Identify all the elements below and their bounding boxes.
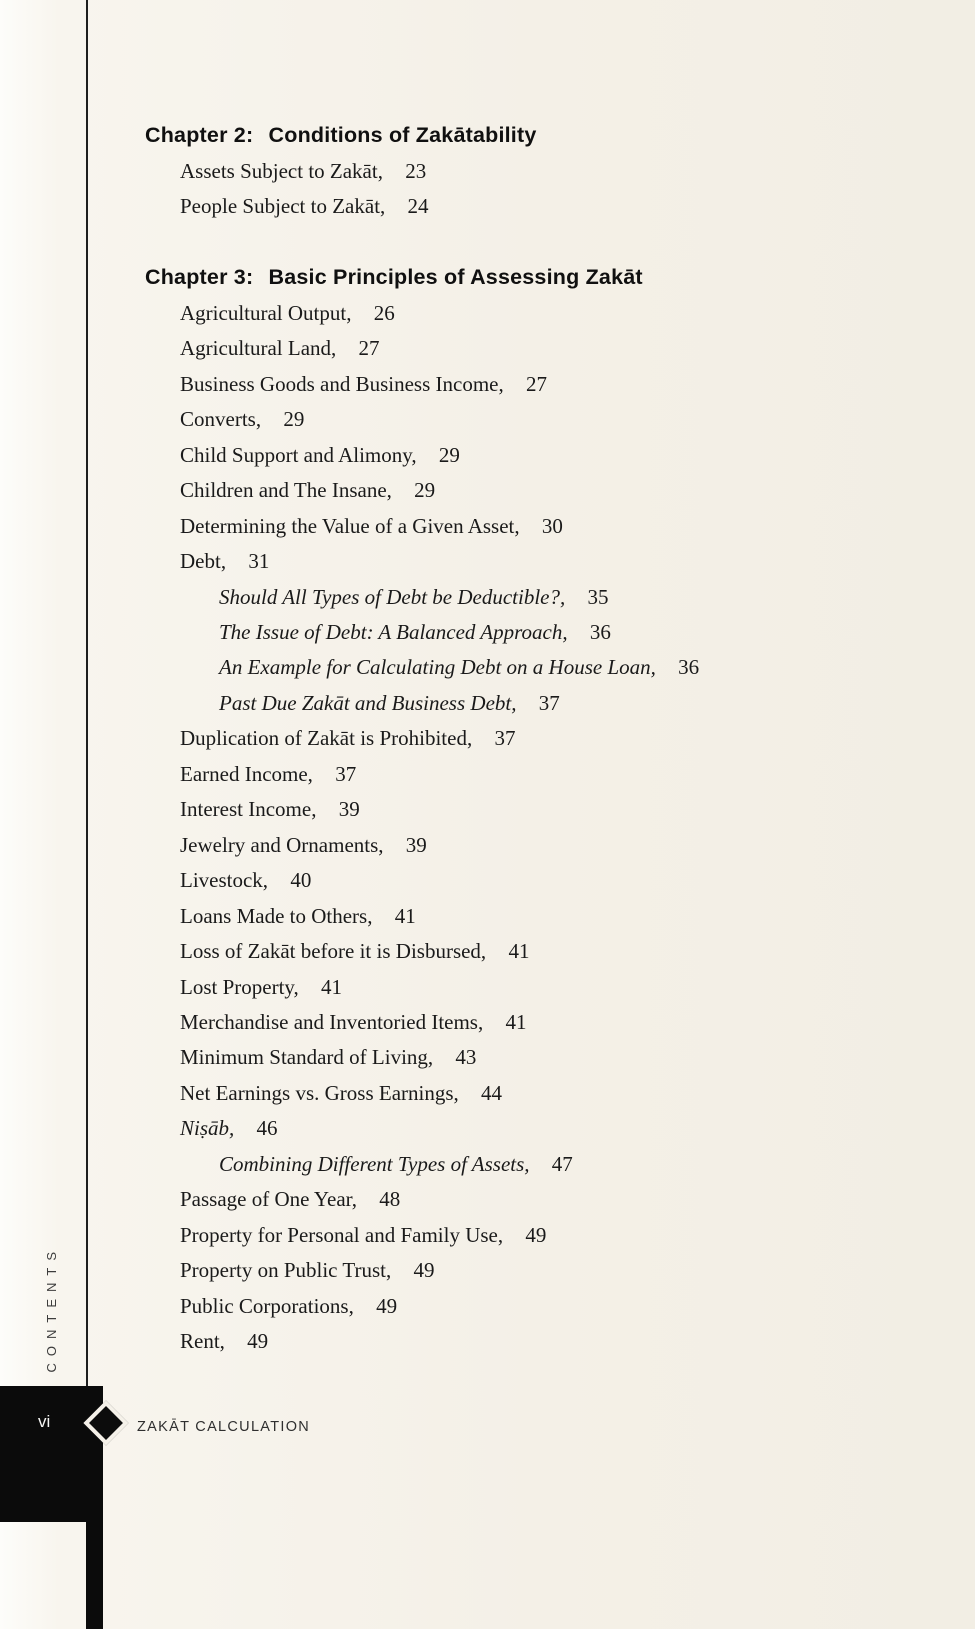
chapter-title: Basic Principles of Assessing Zakāt	[268, 265, 643, 290]
toc-entry-title: Jewelry and Ornaments,	[180, 832, 384, 857]
toc-entry-page: 41	[505, 1009, 527, 1034]
toc-entry	[145, 615, 885, 650]
toc-entry-title: Converts,	[180, 407, 262, 432]
toc-entry-title: Net Earnings vs. Gross Earnings,	[180, 1080, 459, 1105]
toc-entry	[145, 650, 885, 685]
toc-entry-page: 35	[587, 584, 609, 609]
toc-entry-page: 27	[526, 371, 547, 396]
toc-entry-title: Livestock,	[180, 868, 269, 893]
toc-entry-page: 29	[414, 478, 436, 503]
chapter-section-2	[145, 118, 885, 224]
toc-entry	[145, 792, 885, 827]
toc-entry-page: 41	[394, 903, 416, 928]
toc-entry	[145, 473, 885, 508]
toc-entry-page: 36	[589, 619, 611, 644]
toc-entry-page: 49	[247, 1329, 269, 1354]
toc-entry	[145, 580, 885, 615]
toc-entry-title: Earned Income,	[180, 761, 313, 786]
toc-entry-page: 39	[338, 797, 360, 822]
toc-entry-title: Property on Public Trust,	[180, 1258, 392, 1283]
toc-entry-title: Debt,	[180, 549, 227, 574]
toc-entry-page: 37	[335, 761, 357, 786]
toc-entry-page: 31	[248, 549, 270, 574]
toc-entry-title: An Example for Calculating Debt on a House Loan,	[219, 655, 656, 680]
toc-entry	[145, 367, 885, 402]
toc-entry-title: Business Goods and Business Income,	[180, 371, 504, 396]
toc-entry-page: 44	[481, 1080, 503, 1105]
toc-entry	[145, 721, 885, 756]
toc-entry-title: Loans Made to Others,	[180, 903, 373, 928]
toc-entry	[145, 189, 885, 224]
toc-entry	[145, 686, 885, 721]
toc-entry-title: Interest Income,	[180, 797, 317, 822]
toc-entry	[145, 1289, 885, 1324]
toc-entry-page: 29	[438, 442, 460, 467]
toc-entry-title: People Subject to Zakāt,	[180, 193, 386, 218]
toc-entry-page: 39	[405, 832, 427, 857]
toc-entry-page: 27	[358, 336, 380, 361]
toc-entry-page: 41	[508, 939, 530, 964]
toc-entry	[145, 1005, 885, 1040]
toc-entry-title: Loss of Zakāt before it is Disbursed,	[180, 939, 487, 964]
toc-entry-title: Property for Personal and Family Use,	[180, 1222, 504, 1247]
chapter-label: Chapter 3:	[145, 265, 254, 290]
toc-entry-title: Minimum Standard of Living,	[180, 1045, 434, 1070]
toc-entry	[145, 1218, 885, 1253]
toc-entry-page: 43	[455, 1045, 477, 1070]
toc-entry-title: The Issue of Debt: A Balanced Approach,	[219, 619, 568, 644]
toc-entry	[145, 1253, 885, 1288]
toc-entry-title: Should All Types of Debt be Deductible?,	[219, 584, 566, 609]
toc-entry-title: Public Corporations,	[180, 1293, 354, 1318]
toc-entry-title: Assets Subject to Zakāt,	[180, 158, 383, 183]
page-number-box	[0, 1386, 86, 1522]
toc-entry-title: Duplication of Zakāt is Prohibited,	[180, 726, 473, 751]
toc-entry	[145, 757, 885, 792]
toc-entry-page: 36	[678, 655, 700, 680]
toc-entry-title: Lost Property,	[180, 974, 299, 999]
book-title-footer: ZAKĀT CALCULATION	[137, 1419, 311, 1435]
toc-entry	[145, 1147, 885, 1182]
toc-entry	[145, 1076, 885, 1111]
toc-entry-page: 23	[405, 158, 427, 183]
toc-entry-page: 47	[551, 1151, 573, 1176]
page-number: vi	[38, 1412, 51, 1431]
toc-entry	[145, 1324, 885, 1359]
toc-entry-title: Agricultural Land,	[180, 336, 337, 361]
toc-entry-page: 30	[541, 513, 563, 538]
toc-entry-title: Past Due Zakāt and Business Debt,	[219, 690, 517, 715]
table-of-contents	[145, 118, 885, 1360]
toc-entry	[145, 863, 885, 898]
toc-entry	[145, 296, 885, 331]
toc-entry	[145, 899, 885, 934]
toc-entry-title: Combining Different Types of Assets,	[219, 1151, 530, 1176]
toc-entry-page: 24	[407, 193, 429, 218]
toc-entry	[145, 1040, 885, 1075]
chapter-heading	[145, 118, 885, 154]
toc-entry-page: 41	[321, 974, 343, 999]
toc-entry-page: 49	[376, 1293, 398, 1318]
toc-entry	[145, 1111, 885, 1146]
toc-entry	[145, 438, 885, 473]
chapter-title: Conditions of Zakātability	[268, 123, 537, 147]
toc-entry-title: Rent,	[180, 1329, 225, 1354]
chapter-entries	[145, 296, 885, 1360]
toc-entry	[145, 154, 885, 189]
toc-entry-page: 40	[290, 868, 312, 893]
toc-entry-page: 26	[373, 300, 395, 325]
toc-entry	[145, 331, 885, 366]
left-margin-rule	[86, 0, 88, 1388]
toc-entry-title: Merchandise and Inventoried Items,	[180, 1009, 484, 1034]
toc-entry-title: Child Support and Alimony,	[180, 442, 417, 467]
toc-entry-page: 37	[538, 690, 560, 715]
toc-entry	[145, 970, 885, 1005]
chapter-entries	[145, 154, 885, 225]
toc-entry-page: 29	[283, 407, 305, 432]
toc-entry-page: 49	[413, 1258, 435, 1283]
toc-entry-title: Children and The Insane,	[180, 478, 392, 503]
chapter-label: Chapter 2:	[145, 123, 254, 147]
toc-entry	[145, 402, 885, 437]
toc-entry	[145, 1182, 885, 1217]
toc-entry-title: Niṣāb,	[180, 1116, 235, 1141]
toc-entry	[145, 509, 885, 544]
chapter-section-3	[145, 260, 885, 1359]
toc-entry-page: 49	[525, 1222, 547, 1247]
toc-entry-title: Determining the Value of a Given Asset,	[180, 513, 520, 538]
toc-entry-page: 48	[379, 1187, 401, 1212]
toc-entry	[145, 828, 885, 863]
contents-label-text: CONTENTS	[44, 1244, 59, 1372]
toc-entry	[145, 934, 885, 969]
toc-entry-title: Agricultural Output,	[180, 300, 352, 325]
toc-entry-title: Passage of One Year,	[180, 1187, 358, 1212]
toc-entry	[145, 544, 885, 579]
toc-entry-page: 46	[256, 1116, 278, 1141]
toc-entry-page: 37	[494, 726, 516, 751]
contents-vertical-label	[44, 1222, 59, 1372]
chapter-heading	[145, 260, 885, 296]
